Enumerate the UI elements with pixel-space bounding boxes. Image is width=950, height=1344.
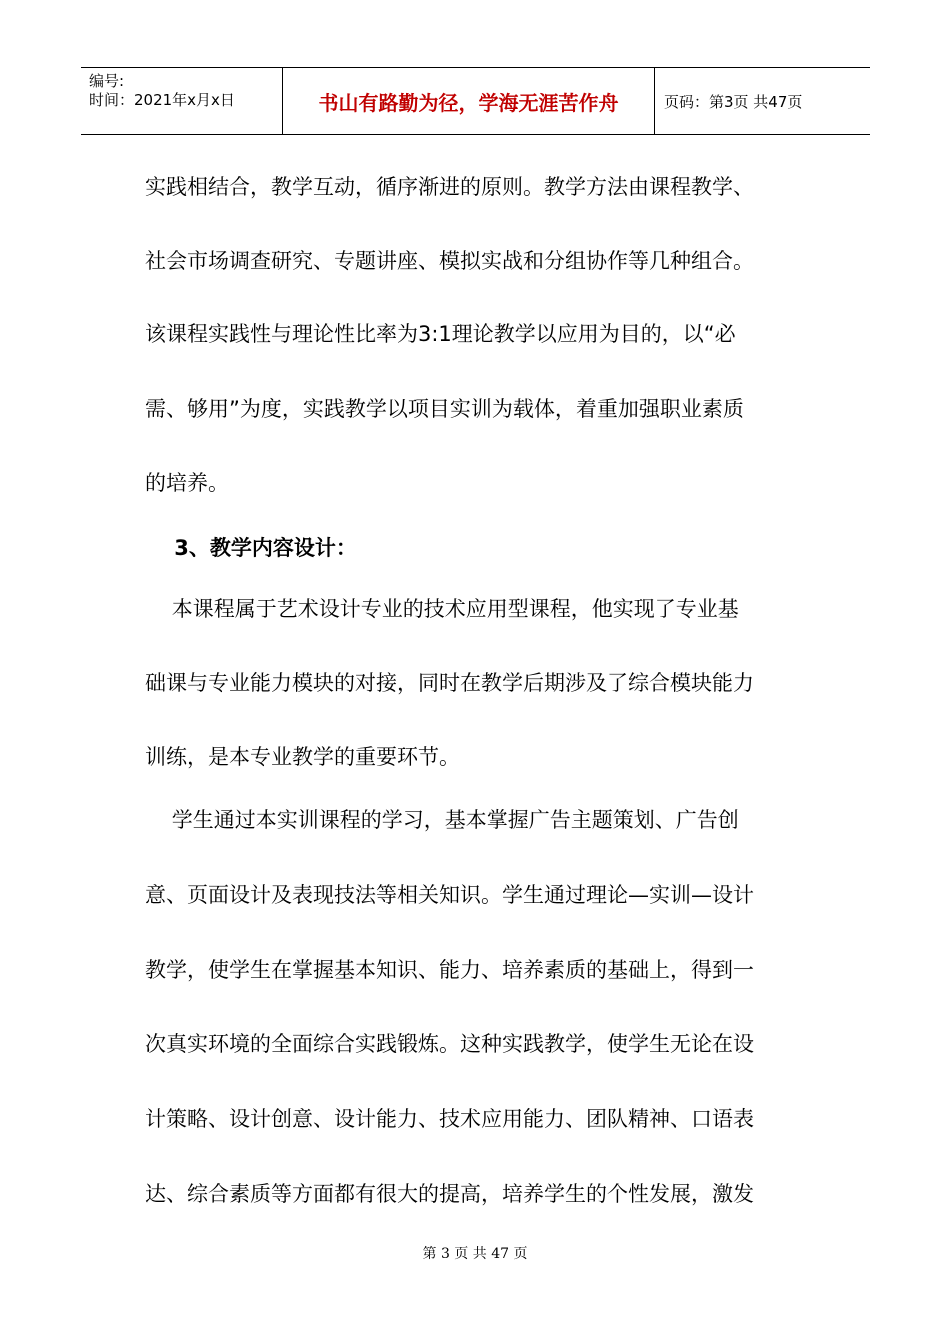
header-meta	[89, 72, 235, 110]
section-heading: 3、教学内容设计：	[145, 536, 357, 560]
paragraph-line: 次真实环境的全面综合实践锻炼。这种实践教学，使学生无论在设	[145, 1032, 754, 1056]
page-footer: 第 3 页 共 47 页	[422, 1246, 528, 1262]
paragraph-line: 计策略、设计创意、设计能力、技术应用能力、团队精神、口语表	[145, 1107, 754, 1131]
header-page-info: 页码：第3页 共47页	[664, 93, 803, 111]
document-date-label: 时间：2021年x月x日	[89, 91, 235, 109]
paragraph-line: 实践相结合，教学互动，循序渐进的原则。教学方法由课程教学、	[145, 175, 754, 199]
paragraph-line: 的培养。	[145, 471, 229, 495]
paragraph-line: 意、页面设计及表现技法等相关知识。学生通过理论—实训—设计	[145, 883, 754, 907]
paragraph-line: 需、够用”为度，实践教学以项目实训为载体，着重加强职业素质	[145, 397, 744, 421]
paragraph-line: 该课程实践性与理论性比率为3:1理论教学以应用为目的，以“必	[145, 322, 736, 346]
paragraph-line: 教学，使学生在掌握基本知识、能力、培养素质的基础上，得到一	[145, 958, 754, 982]
paragraph-line: 础课与专业能力模块的对接，同时在教学后期涉及了综合模块能力	[145, 671, 754, 695]
paragraph-line: 社会市场调查研究、专题讲座、模拟实战和分组协作等几种组合。	[145, 249, 754, 273]
paragraph-line: 训练，是本专业教学的重要环节。	[145, 745, 460, 769]
header-divider	[654, 68, 655, 134]
paragraph-line: 达、综合素质等方面都有很大的提高，培养学生的个性发展，激发	[145, 1182, 754, 1206]
paragraph-line: 本课程属于艺术设计专业的技术应用型课程，他实现了专业基	[145, 597, 739, 621]
document-number-label: 编号:	[89, 72, 125, 90]
page-header	[81, 67, 870, 135]
paragraph-line: 学生通过本实训课程的学习，基本掌握广告主题策划、广告创	[145, 808, 739, 832]
header-motto: 书山有路勤为径，学海无涯苦作舟	[318, 91, 619, 115]
